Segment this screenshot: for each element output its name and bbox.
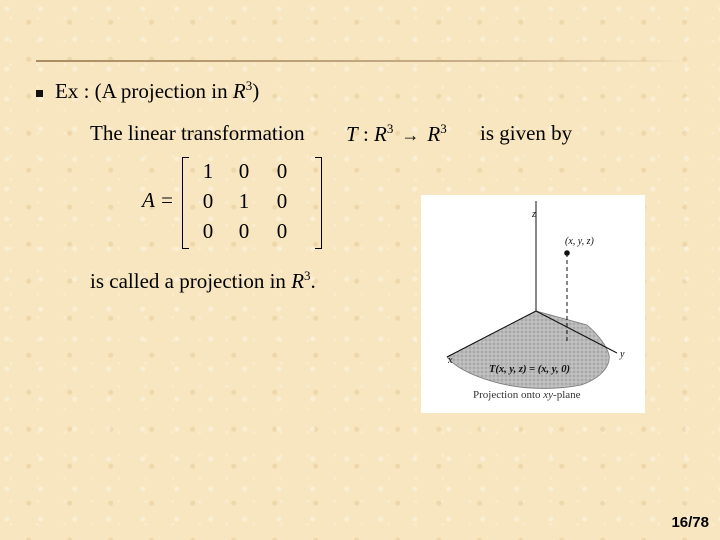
z-axis-label: z <box>532 209 536 220</box>
projection-period: . <box>310 269 316 293</box>
point-label: (x, y, z) <box>565 236 594 247</box>
map-colon: : <box>357 122 375 146</box>
bullet-icon <box>36 90 43 97</box>
mapping-expression <box>346 121 447 147</box>
map-domain: R <box>374 122 387 146</box>
matrix-cell: 0 <box>202 189 214 213</box>
matrix-cell: 1 <box>202 159 214 183</box>
projection-statement <box>90 268 316 294</box>
matrix-label: A = <box>142 188 174 212</box>
matrix-cell: 0 <box>238 219 250 243</box>
caption-prefix: Projection onto <box>473 389 544 401</box>
point-marker <box>564 250 570 256</box>
example-text: Ex : (A projection in <box>55 79 233 103</box>
example-sup: 3 <box>245 78 253 93</box>
matrix-cell: 1 <box>238 189 250 213</box>
map-codomain: R <box>427 122 441 146</box>
example-var: R <box>232 79 246 103</box>
matrix-bracket-left <box>182 157 189 249</box>
transformation-intro: The linear transformation <box>90 121 305 145</box>
projection-formula: T(x, y, z) = (x, y, 0) <box>489 364 571 375</box>
page-number: 16/78 <box>671 514 709 531</box>
example-heading <box>55 78 259 104</box>
matrix <box>182 157 322 247</box>
projection-var: R <box>291 269 305 293</box>
figure-caption <box>473 389 581 401</box>
y-axis-label: y <box>620 349 625 360</box>
matrix-bracket-right <box>315 157 322 249</box>
projection-sup: 3 <box>304 268 311 283</box>
map-domain-sup: 3 <box>386 121 394 136</box>
matrix-cell: 0 <box>238 159 250 183</box>
arrow-icon: → <box>401 125 420 145</box>
caption-suffix: -plane <box>553 389 581 401</box>
title-rule <box>36 60 684 62</box>
projection-text: is called a projection in <box>90 269 292 293</box>
given-by-text: is given by <box>480 121 573 145</box>
x-axis-label: x <box>448 355 453 366</box>
xy-plane-region <box>447 311 609 388</box>
map-codomain-sup: 3 <box>440 121 447 136</box>
caption-plane: xy <box>543 389 554 401</box>
projection-diagram <box>421 195 645 413</box>
matrix-cell: 0 <box>276 189 288 213</box>
example-close: ) <box>252 79 260 103</box>
projection-figure <box>421 195 645 413</box>
matrix-cell: 0 <box>202 219 214 243</box>
map-T: T <box>346 122 358 146</box>
matrix-cell: 0 <box>276 219 288 243</box>
matrix-cell: 0 <box>276 159 288 183</box>
